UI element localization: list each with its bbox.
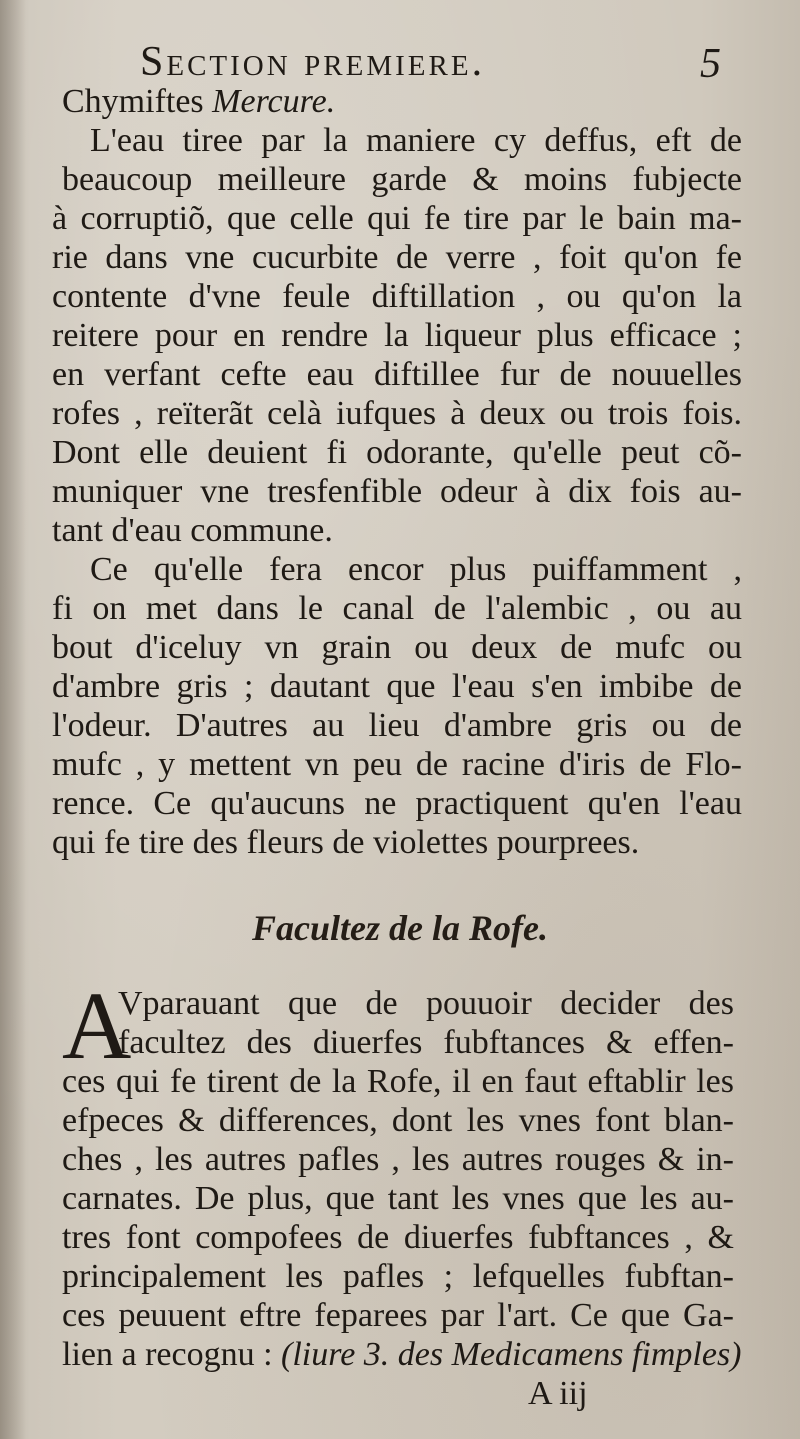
text-line: en verfant cefte eau diftillee fur de nouuelles [52, 356, 742, 393]
body-text-upper [52, 82, 742, 862]
page-header [0, 30, 800, 90]
text-line: carnates. De plus, que tant les vnes que les au- [62, 1180, 734, 1217]
text-line: efpeces & differences, dont les vnes font blan- [62, 1102, 734, 1139]
text-line: fi on met dans le canal de l'alembic , ou au [52, 590, 742, 627]
text-line: Ce qu'elle fera encor plus puiffamment , [90, 551, 742, 588]
text-line: ces peuuent eftre feparees par l'art. Ce que Ga- [62, 1297, 734, 1334]
text-line: contente d'vne feule diftillation , ou qu'on la [52, 278, 742, 315]
text-line: L'eau tiree par la maniere cy deffus, eft de [90, 122, 742, 159]
running-head: Section premiere. [140, 39, 486, 85]
text-line: principalement les pafles ; lefquelles fubftan- [62, 1258, 734, 1295]
text-line: à corruptiõ, que celle qui fe tire par le bain ma- [52, 200, 742, 237]
text-line: rie dans vne cucurbite de verre , foit qu'on fe [52, 239, 742, 276]
text-line: Dont elle deuient fi odorante, qu'elle peut cõ- [52, 434, 742, 471]
text-line: l'odeur. D'autres au lieu d'ambre gris ou de [52, 707, 742, 744]
text-line: tant d'eau commune. [52, 512, 333, 549]
text-line: ces qui fe tirent de la Rofe, il en faut eftablir les [62, 1063, 734, 1100]
binding-gutter-shadow [0, 0, 26, 1439]
text-line: beaucoup meilleure garde & moins fubjecte [62, 161, 742, 198]
text-line: facultez des diuerfes fubftances & effen- [118, 1024, 734, 1061]
text-line: ches , les autres pafles , les autres rouges & in- [62, 1141, 734, 1178]
text-line: reitere pour en rendre la liqueur plus efficace ; [52, 317, 742, 354]
body-text-lower [62, 984, 742, 1374]
italic-name: Mercure. [212, 83, 336, 120]
section-heading: Facultez de la Rofe. [252, 908, 548, 948]
text-line: mufc , y mettent vn peu de racine d'iris de Flo- [52, 746, 742, 783]
text-line: tres font compofees de diuerfes fubftances , & [62, 1219, 734, 1256]
text-line: rofes , reïterãt celà iufques à deux ou trois fois. [52, 395, 742, 432]
text-line: lien a recognu : (liure 3. des Medicamens fimples) [62, 1336, 742, 1373]
drop-capital: A [62, 972, 132, 1079]
text-line: Vparauant que de pouuoir decider des [118, 985, 734, 1022]
text-line: qui fe tire des fleurs de violettes pourprees. [52, 824, 640, 861]
signature-mark: A iij [528, 1375, 588, 1412]
italic-citation: (liure 3. des Medicamens fimples) [281, 1336, 742, 1373]
text-line: muniquer vne tresfenfible odeur à dix fois au- [52, 473, 742, 510]
text-line: rence. Ce qu'aucuns ne practiquent qu'en l'eau [52, 785, 742, 822]
text-line: bout d'iceluy vn grain ou deux de mufc ou [52, 629, 742, 666]
page-number: 5 [700, 41, 721, 87]
text-line: d'ambre gris ; dautant que l'eau s'en imbibe de [52, 668, 742, 705]
text-line: Chymiftes Mercure. [62, 83, 336, 120]
